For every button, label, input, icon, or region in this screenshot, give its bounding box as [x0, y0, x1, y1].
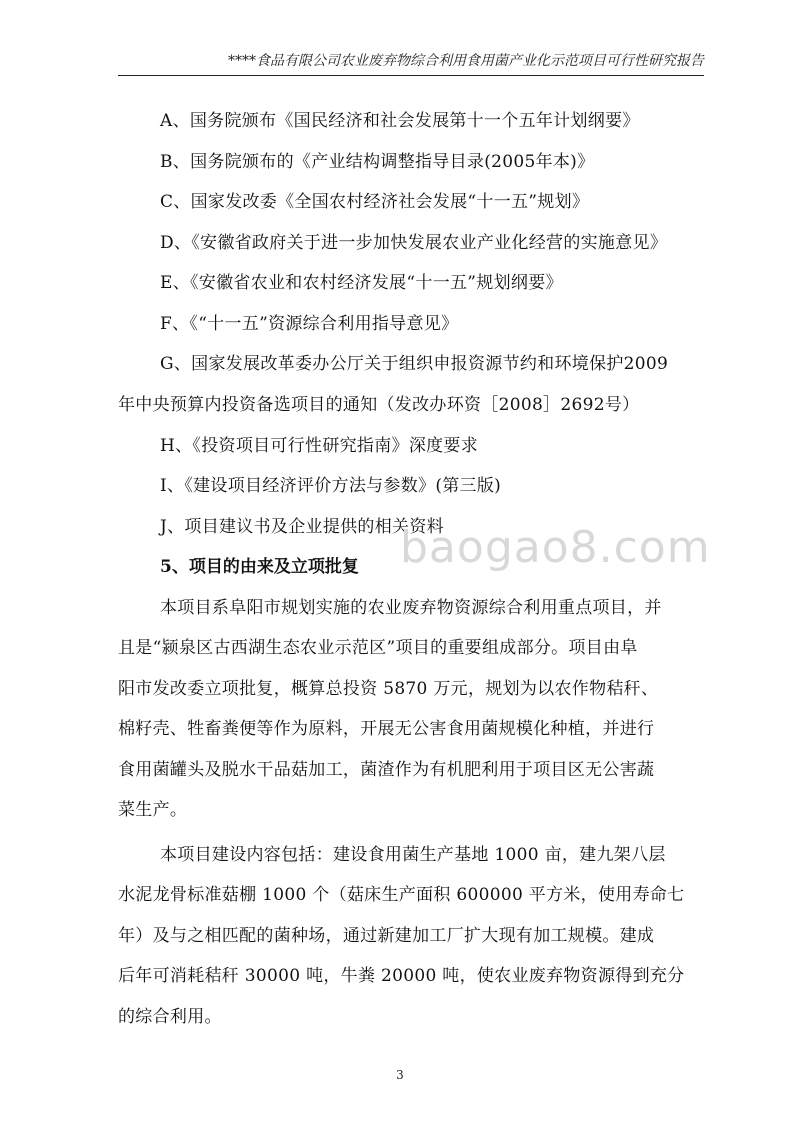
paragraph-line: 菜生产。 [118, 800, 188, 820]
list-item: G、国家发展改革委办公厅关于组织申报资源节约和环境保护2009 [160, 354, 669, 374]
list-item: B、国务院颁布的《产业结构调整指导目录(2005年本)》 [160, 152, 595, 172]
list-item: C、国家发改委《全国农村经济社会发展“十一五”规划》 [160, 192, 590, 212]
list-item: A、国务院颁布《国民经济和社会发展第十一个五年计划纲要》 [160, 111, 640, 131]
paragraph-line: 水泥龙骨标准菇棚 1000 个（菇床生产面积 600000 平方米，使用寿命七 [118, 885, 685, 905]
paragraph-line: 本项目系阜阳市规划实施的农业废弃物资源综合利用重点项目，并 [160, 598, 662, 618]
paragraph-line: 棉籽壳、牲畜粪便等作为原料，开展无公害食用菌规模化种植，并进行 [118, 719, 655, 739]
page-number: 3 [396, 1068, 404, 1082]
paragraph-line: 年）及与之相匹配的菌种场，通过新建加工厂扩大现有加工规模。建成 [118, 926, 655, 946]
list-item: D、《安徽省政府关于进一步加快发展农业产业化经营的实施意见》 [160, 233, 668, 253]
paragraph-line: 且是“颍泉区古西湖生态农业示范区”项目的重要组成部分。项目由阜 [118, 638, 638, 658]
paragraph-line: 食用菌罐头及脱水干品菇加工，菌渣作为有机肥利用于项目区无公害蔬 [118, 760, 655, 780]
list-item: H、《投资项目可行性研究指南》深度要求 [160, 436, 479, 456]
list-item: F、《“十一五”资源综合利用指导意见》 [160, 314, 459, 334]
paragraph-line: 本项目建设内容包括：建设食用菌生产基地 1000 亩，建九架八层 [160, 845, 666, 865]
header-rule [118, 75, 704, 76]
watermark: baogao8.com [400, 522, 711, 573]
paragraph-line: 后年可消耗秸秆 30000 吨，牛粪 20000 吨，使农业废弃物资源得到充分 [118, 966, 685, 986]
list-item: I、《建设项目经济评价方法与参数》(第三版) [160, 476, 502, 496]
section-heading: 5、项目的由来及立项批复 [160, 557, 359, 577]
list-item-continuation: 年中央预算内投资备选项目的通知（发改办环资［2008］2692号） [118, 395, 640, 415]
list-item: J、项目建议书及企业提供的相关资料 [160, 517, 444, 537]
list-item: E、《安徽省农业和农村经济发展“十一五”规划纲要》 [160, 273, 563, 293]
paragraph-line: 阳市发改委立项批复，概算总投资 5870 万元，规划为以农作物秸秆、 [118, 679, 659, 699]
running-header: ****食品有限公司农业废弃物综合利用食用菌产业化示范项目可行性研究报告 [228, 53, 704, 69]
paragraph-line: 的综合利用。 [118, 1007, 222, 1027]
